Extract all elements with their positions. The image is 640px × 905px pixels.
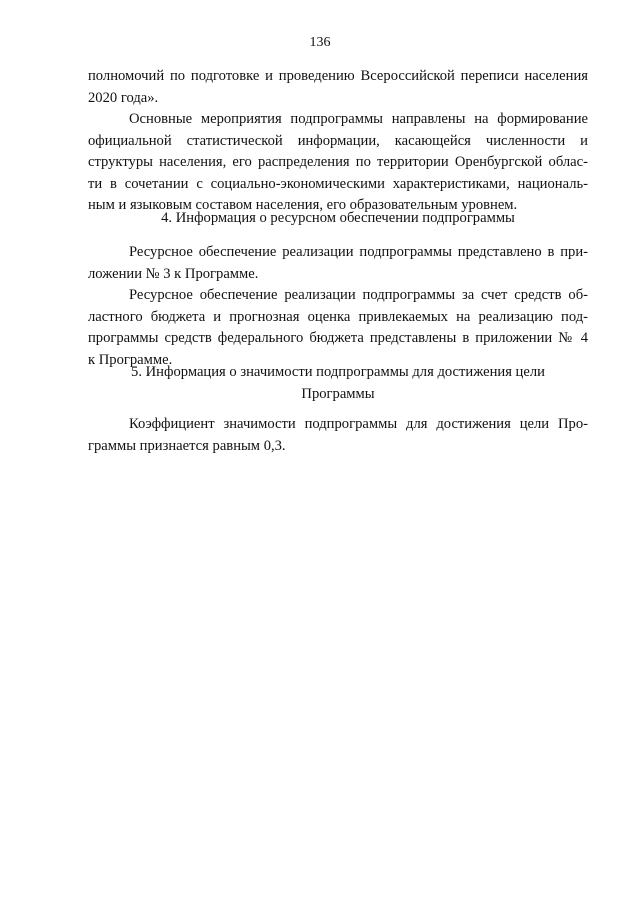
intro-paragraph-line-2: официальной статистической информации, касающейся численности и [88, 132, 588, 149]
section-4-p2-line-4: к Программе. [88, 351, 173, 368]
section-4-heading: 4. Информация о ресурсном обеспечении подпрограммы [161, 210, 515, 226]
section-4-p2-line-3: программы средств федерального бюджета представлены в приложении № 4 [88, 330, 588, 346]
intro-paragraph-line-1: Основные мероприятия подпрограммы направлены на формирование [129, 111, 588, 127]
section-4-p2-line-1: Ресурсное обеспечение реализации подпрограммы за счет средств об- [129, 287, 588, 303]
section-5-heading [88, 362, 588, 405]
page-number: 136 [309, 35, 331, 50]
section-5-p1-line-1: Коэффициент значимости подпрограммы для достижения цели Про- [129, 416, 588, 432]
section-5-heading-line-2: Программы [301, 385, 375, 402]
intro-continuation-line-2: 2020 года». [88, 89, 159, 106]
section-5-body [88, 414, 588, 457]
intro-continuation-line-1: полномочий по подготовке и проведению Всероссийской переписи населения [88, 68, 588, 84]
section-4-p1-line-1: Ресурсное обеспечение реализации подпрограммы представлено в при- [129, 244, 588, 260]
section-4-p2-line-2: ластного бюджета и прогнозная оценка привлекаемых на реализацию под- [88, 308, 588, 325]
section-5-p1-line-2: граммы признается равным 0,3. [88, 437, 286, 454]
intro-paragraph-line-3: структуры населения, его распределения по территории Оренбургской облас- [88, 154, 588, 170]
intro-paragraph-line-5: ным и языковым составом населения, его образовательным уровнем. [88, 197, 518, 213]
intro-section [88, 66, 588, 217]
section-4-body [88, 242, 588, 371]
section-4-p1-line-2: ложении № 3 к Программе. [88, 265, 259, 282]
section-5-heading-line-1: 5. Информация о значимости подпрограммы для достижения цели [131, 364, 545, 380]
intro-paragraph-line-4: ти в сочетании с социально-экономическими характеристиками, националь- [88, 175, 588, 192]
